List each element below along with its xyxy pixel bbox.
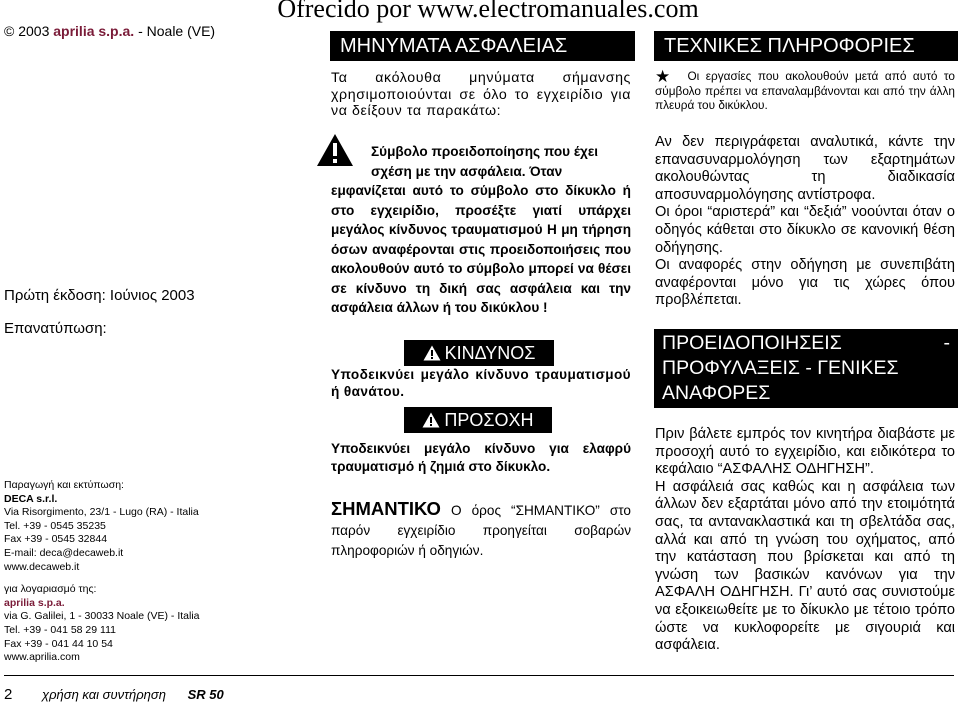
client-company: aprilia s.p.a. [4, 596, 65, 609]
general-header-line-1: ΠΡΟΕΙΔΟΠΟΙΗΣΕΙΣ [662, 332, 842, 354]
client-tel: Tel. +39 - 041 58 29 111 [4, 623, 116, 636]
first-edition: Πρώτη έκδοση: Ιούνιος 2003 [4, 287, 195, 304]
danger-label-box [404, 340, 554, 366]
danger-text: Υποδεικνύει μεγάλο κίνδυνο τραυματισμού ή θανάτου. [331, 367, 631, 399]
general-header-dash: - [943, 332, 950, 354]
general-header-line-3: ΑΝΑΦΟΡΕΣ [662, 382, 771, 404]
copyright-line [4, 23, 215, 39]
credits-block [4, 479, 200, 665]
reprint: Επανατύπωση: [4, 320, 107, 337]
danger-label: ΚΙΝΔΥΝΟΣ [444, 343, 536, 363]
on-behalf-label: για λογαριασμό της: [4, 583, 97, 596]
client-fax: Fax +39 - 041 44 10 54 [4, 637, 113, 650]
page-footer [4, 686, 224, 703]
client-web: www.aprilia.com [4, 651, 80, 664]
printer-address: Via Risorgimento, 23/1 - Lugo (RA) - Italia [4, 506, 199, 519]
star-icon: ★ [655, 67, 674, 86]
tech-paragraph-1: Αν δεν περιγράφεται αναλυτικά, κάντε την επανασυναρμολόγηση των εξαρτημάτων ακολουθώντας τη διαδικασία αποσυναρμολόγησης αντίστροφα. [655, 134, 955, 203]
general-paragraph-2: Η ασφάλειά σας καθώς και η ασφάλεια των άλλων δεν εξαρτάται μόνο από την ετοιμότητά σας, τα αντανακλαστικά και τη σβελτάδα σας, αλλά και από τη γνώση του οχήματος, από την κατάσταση που βρίσκεται και από τη γνώση των βασικών κανόνων για την ΑΣΦΑΛΗ ΟΔΗΓΗΣΗ. Γι’ αυτό σας συνιστούμε να εξοικειωθείτε με το δίκυκλο με τέτοιο τρόπο ώστε να κυκλοφορείτε με σιγουριά και ασφάλεια. [655, 478, 955, 654]
tech-paragraph-3: Οι αναφορές στην οδήγηση με συνεπιβάτη αναφέρονται μόνο για τις χώρες όπου προβλέπεται. [655, 257, 955, 309]
footer-title: χρήση και συντήρηση [41, 687, 166, 702]
warning-triangle-icon [423, 345, 441, 361]
printer-email: E-mail: deca@decaweb.it [4, 546, 124, 559]
copyright-suffix: - Noale (VE) [138, 23, 216, 39]
copyright-brand: aprilia s.p.a. [53, 23, 135, 39]
important-label: ΣΗΜΑΝΤΙΚΟ [331, 498, 441, 519]
important-paragraph [331, 499, 631, 561]
tech-header: ΤΕΧΝΙΚΕΣ ΠΛΗΡΟΦΟΡΙΕΣ [654, 31, 958, 61]
client-address: via G. Galilei, 1 - 30033 Noale (VE) - Italia [4, 610, 200, 623]
footer-rule [4, 675, 954, 676]
printer-fax: Fax +39 - 0545 32844 [4, 533, 108, 546]
production-label: Παραγωγή και εκτύπωση: [4, 479, 124, 491]
star-note-text: Οι εργασίες που ακολουθούν μετά από αυτό το σύμβολο πρέπει να επαναλαμβάνονται και από την άλλη πλευρά του δικύκλου. [655, 69, 955, 112]
safety-header: ΜΗΝΥΜΑΤΑ ΑΣΦΑΛΕΙΑΣ [330, 31, 635, 61]
safety-intro: Τα ακόλουθα μηνύματα σήμανσης χρησιμοποιούνται σε όλο το εγχειρίδιο για να δείξουν τα παρακάτω: [331, 70, 631, 119]
general-warnings-header [654, 329, 958, 408]
star-note [655, 69, 955, 112]
warning-triangle-icon [422, 412, 440, 428]
general-header-line-2: ΠΡΟΦΥΛΑΞΕΙΣ - ΓΕΝΙΚΕΣ [662, 357, 899, 379]
symbol-line-1: Σύμβολο προειδοποίησης που έχει [371, 144, 599, 159]
page-number: 2 [4, 686, 13, 703]
general-paragraph-1: Πριν βάλετε εμπρός τον κινητήρα διαβάστε με προσοχή αυτό το εγχειρίδιο, και ειδικότερα το κεφάλαιο “ΑΣΦΑΛΗΣ ΟΔΗΓΗΣΗ”. [655, 426, 955, 478]
printer-web: www.decaweb.it [4, 560, 80, 573]
caution-label-box [404, 407, 552, 433]
copyright-prefix: © 2003 [4, 23, 50, 39]
printer-tel: Tel. +39 - 0545 35235 [4, 519, 106, 532]
general-body [655, 426, 955, 655]
footer-model: SR 50 [187, 687, 224, 702]
caution-label: ΠΡΟΣΟΧΗ [444, 410, 534, 430]
symbol-line-2: σχέση με την ασφάλεια. Όταν [371, 163, 563, 179]
caution-text: Υποδεικνύει μεγάλο κίνδυνο για ελαφρύ τραυματισμό ή ζημιά στο δίκυκλο. [331, 441, 631, 474]
symbol-rest: εμφανίζεται αυτό το σύμβολο στο δίκυκλο ή στο εγχειρίδιο, προσέξτε γιατί υπάρχει μεγάλος κίνδυνος τραυματισμού Η μη τήρηση όσων αναφέρονται στις προειδοποιήσεις που ακολουθούν αυτό το σύμβολο μπορεί να θέσει σε κίνδυνο τη δική σας ασφάλεια και την ασφάλεια άλλων ή του δικύκλου ! [331, 183, 631, 315]
important-text: Ο όρος “ΣΗΜΑΝΤΙΚΟ” στο παρόν εγχειρίδιο προηγείται σοβαρών πληροφοριών ή οδηγιών. [331, 503, 631, 558]
tech-paragraph-2: Οι όροι “αριστερά” και “δεξιά” νοούνται όταν ο οδηγός κάθεται στο δίκυκλο σε κανονική θέση οδήγησης. [655, 204, 955, 256]
safety-symbol-text [331, 142, 631, 318]
printer-company: DECA s.r.l. [4, 492, 58, 505]
watermark: Ofrecido por www.electromanuales.com [277, 0, 699, 23]
tech-body [655, 134, 955, 310]
